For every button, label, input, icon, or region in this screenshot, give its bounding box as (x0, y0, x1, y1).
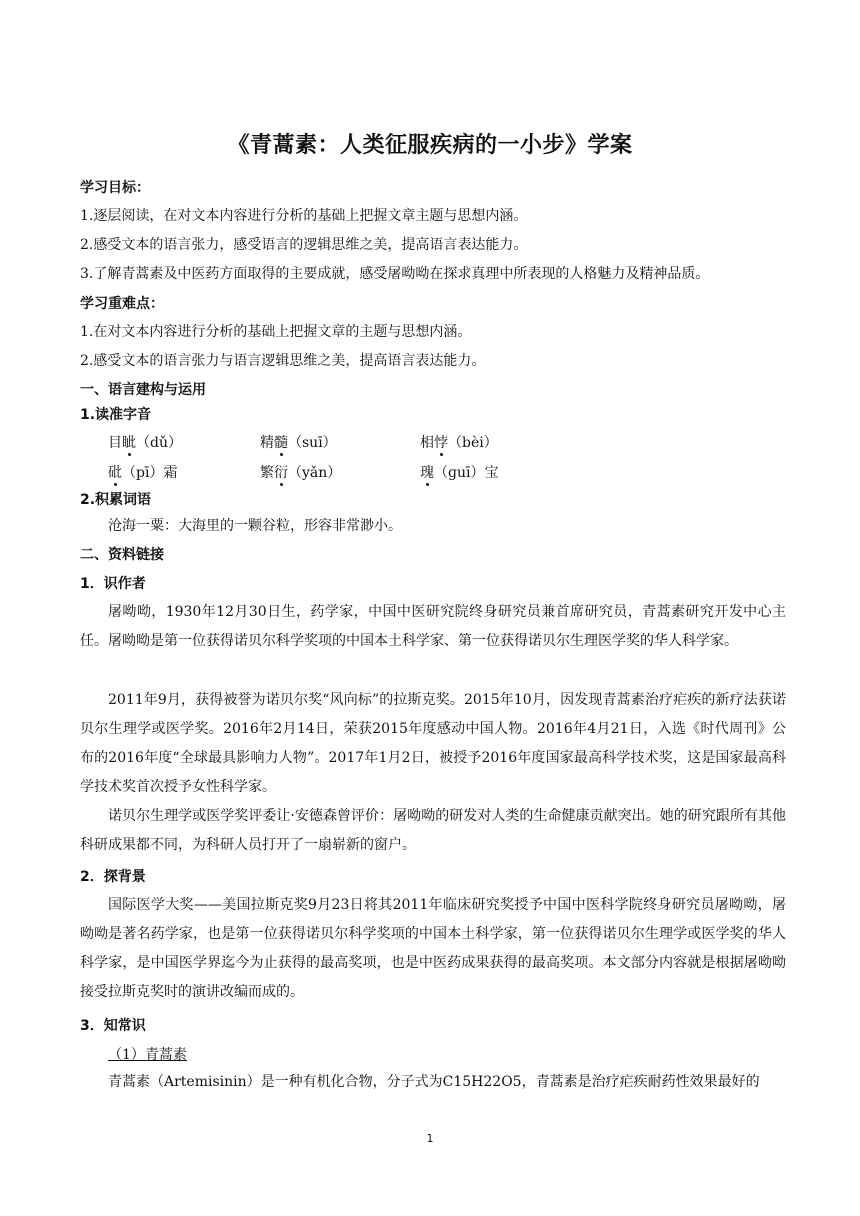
keypoints-heading: 学习重难点： (80, 296, 164, 312)
pinyin-item: 繁衍（yǎn） (260, 465, 342, 481)
pinyin-item: 目眦（dǔ） (108, 435, 182, 451)
document-title: 《青蒿素：人类征服疾病的一小步》学案 (227, 133, 633, 158)
goal-item: 3.了解青蒿素及中医药方面取得的主要成就，感受屠呦呦在探求真理中所表现的人格魅力及精神品质。 (80, 266, 710, 282)
pinyin-item: 精髓（suī） (260, 435, 337, 451)
section-heading: 一、语言建构与运用 (80, 382, 206, 398)
author-paragraph: 诺贝尔生理学或医学奖评委让·安德森曾评价：屠呦呦的研发对人类的生命健康贡献突出。她的研究跟所有其他科研成果都不同，为科研人员打开了一扇崭新的窗户。 (80, 808, 786, 853)
subsection-heading: 2.积累词语 (80, 492, 152, 508)
subsection-heading: 1.读准字音 (80, 407, 152, 423)
author-paragraph: 屠呦呦，1930年12月30日生，药学家，中国中医研究院终身研究员兼首席研究员，青蒿素研究开发中心主任。屠呦呦是第一位获得诺贝尔科学奖项的中国本土科学家、第一位获得诺贝尔生理医学奖的华人科学家。 (80, 604, 786, 649)
pinyin-item: 相悖（bèi） (420, 435, 498, 451)
subsection-heading: 3．知常识 (80, 1018, 146, 1034)
subsection-heading: 2．探背景 (80, 869, 146, 885)
section-heading: 二、资料链接 (80, 547, 164, 563)
goals-heading: 学习目标： (80, 180, 150, 196)
goal-item: 2.感受文本的语言张力，感受语言的逻辑思维之美，提高语言表达能力。 (80, 237, 528, 253)
pinyin-item: 砒（pī）霜 (108, 465, 178, 481)
page-number: 1 (426, 1132, 434, 1145)
artemisinin-paragraph: 青蒿素（Artemisinin）是一种有机化合物，分子式为C15H22O5，青蒿素是治疗疟疾耐药性效果最好的 (108, 1074, 760, 1090)
author-paragraph: 2011年9月，获得被誉为诺贝尔奖“风向标”的拉斯克奖。2015年10月，因发现青蒿素治疗疟疾的新疗法获诺贝尔生理学或医学奖。2016年2月14日，荣获2015年度感动中国人物。2016年4月21日，入选《时代周刊》公布的2016年度“全球最具影响力人物”。2017年1月2日，被授予2016年度国家最高科学技术奖，这是国家最高科学技术奖首次授予女性科学家。 (80, 692, 786, 795)
keypoint-item: 1.在对文本内容进行分析的基础上把握文章的主题与思想内涵。 (80, 324, 472, 340)
subsubsection-heading: （1）青蒿素 (108, 1047, 187, 1063)
background-paragraph: 国际医学大奖——美国拉斯克奖9月23日将其2011年临床研究奖授予中国中医科学院终身研究员屠呦呦，屠呦呦是著名药学家，也是第一位获得诺贝尔科学奖项的中国本土科学家，第一位获得诺贝尔生理学或医学奖的华人科学家，是中国医学界迄今为止获得的最高奖项，也是中医药成果获得的最高奖项。本文部分内容就是根据屠呦呦接受拉斯克奖时的演讲改编而成的。 (80, 897, 786, 1000)
pinyin-item: 瑰（ɡuī）宝 (420, 465, 499, 481)
idiom-definition: 沧海一粟：大海里的一颗谷粒，形容非常渺小。 (108, 518, 402, 534)
subsection-heading: 1．识作者 (80, 576, 146, 592)
goal-item: 1.逐层阅读，在对文本内容进行分析的基础上把握文章主题与思想内涵。 (80, 208, 528, 224)
keypoint-item: 2.感受文本的语言张力与语言逻辑思维之美，提高语言表达能力。 (80, 353, 486, 369)
